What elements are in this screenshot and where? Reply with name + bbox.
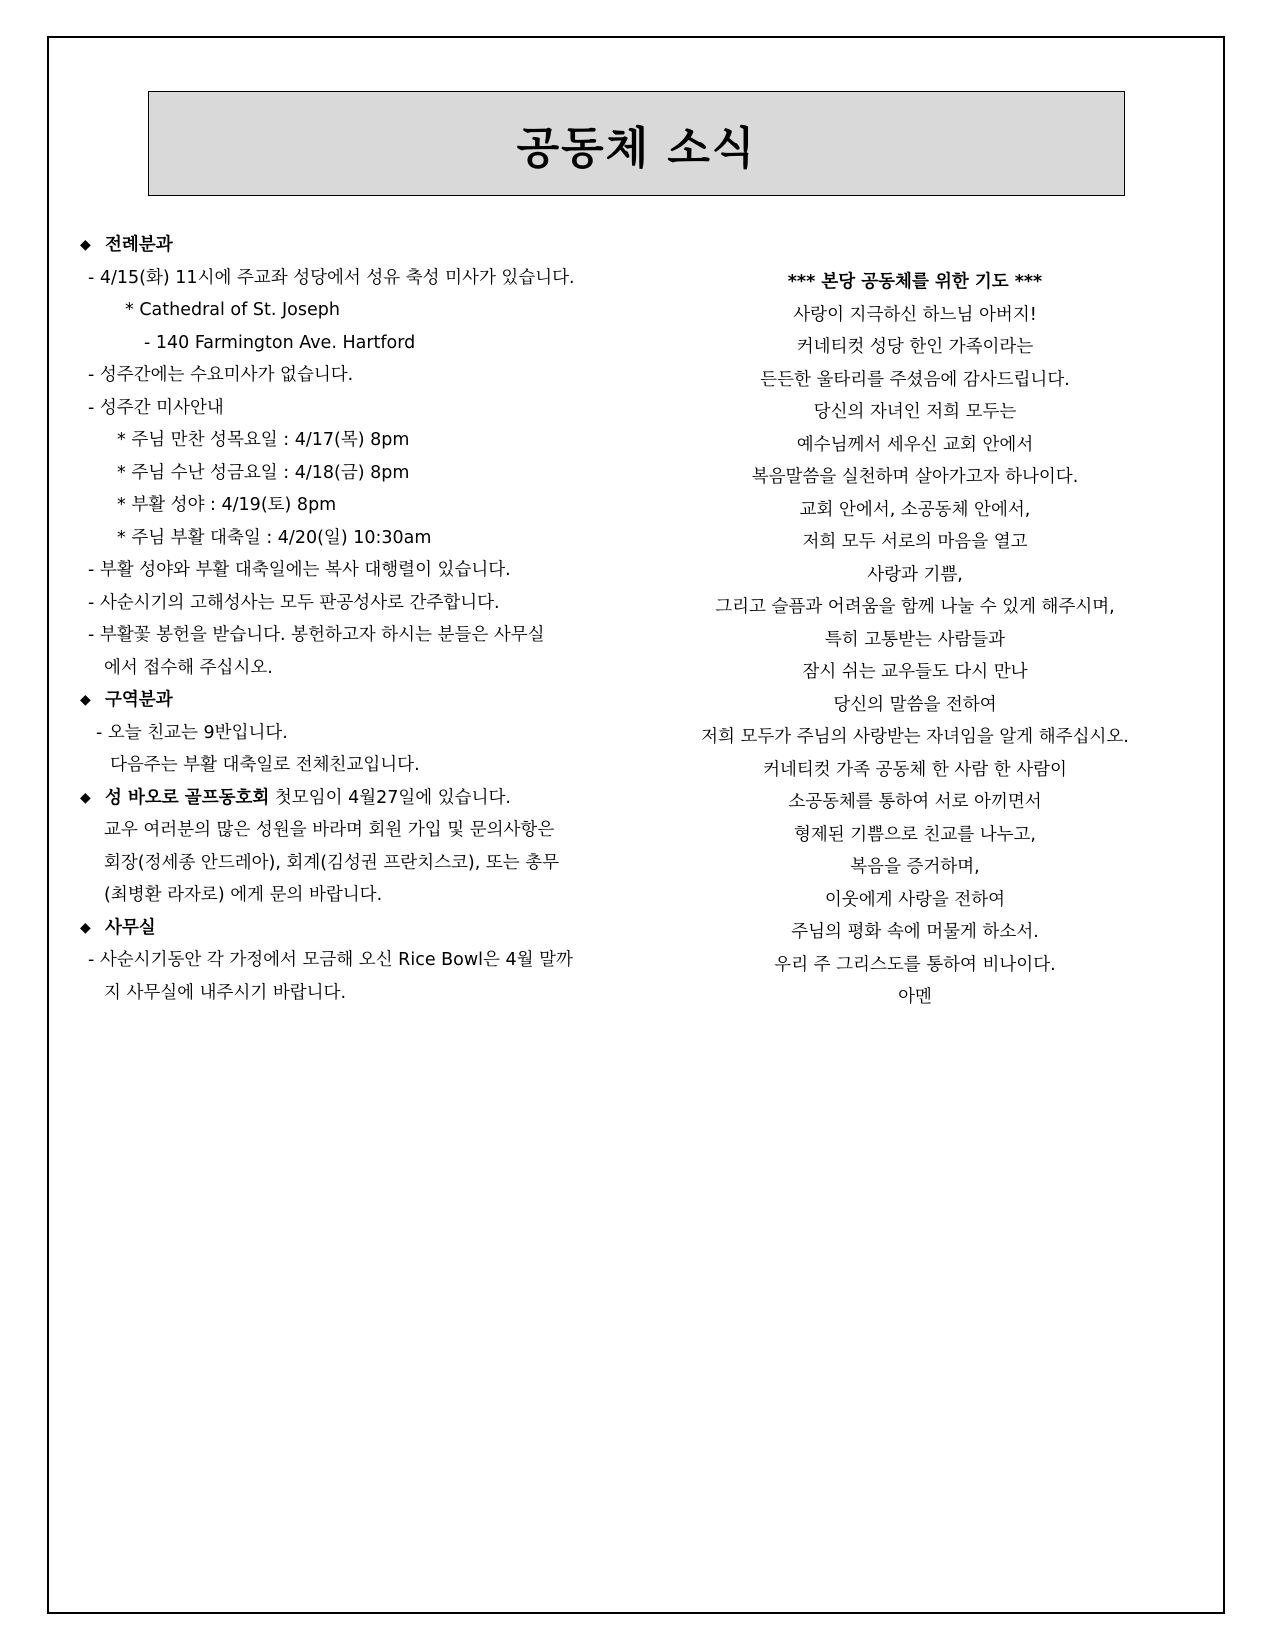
section-title-rest: 첫모임이 4월27일에 있습니다. xyxy=(269,787,511,808)
prayer-line: 저희 모두 서로의 마음을 열고 xyxy=(802,532,1028,552)
section-heading-office xyxy=(80,912,640,945)
page-title: 공동체 소식 xyxy=(516,122,757,174)
prayer-line: 주님의 평화 속에 머물게 하소서. xyxy=(791,922,1039,942)
prayer-line: 그리고 슬픔과 어려움을 함께 나눌 수 있게 해주시며, xyxy=(715,597,1115,617)
list-item: * Cathedral of St. Joseph xyxy=(125,300,340,320)
section-title: 사무실 xyxy=(105,917,156,938)
list-item: - 오늘 친교는 9반입니다. xyxy=(96,722,288,743)
list-item: 다음주는 부활 대축일로 전체친교입니다. xyxy=(110,755,420,775)
prayer-line: 특히 고통받는 사람들과 xyxy=(824,629,1006,650)
section-title: 전례분과 xyxy=(105,235,173,255)
list-item: - 사순시기동안 각 가정에서 모금해 오신 Rice Bowl은 4월 말까 xyxy=(88,950,573,970)
prayer-line: 아멘 xyxy=(898,987,932,1007)
list-item: - 140 Farmington Ave. Hartford xyxy=(144,332,416,353)
prayer-line: 사랑과 기쁨, xyxy=(867,564,963,585)
list-item: 회장(정세종 안드레아), 회계(김성권 프란치스코), 또는 총무 xyxy=(104,852,560,873)
prayer-column xyxy=(660,266,1170,1014)
diamond-bullet-icon: ◆ xyxy=(80,692,91,708)
prayer-line: 우리 주 그리스도를 통하여 비나이다. xyxy=(774,954,1056,975)
prayer-line: 사랑이 지극하신 하느님 아버지! xyxy=(793,304,1037,325)
section-heading-district xyxy=(80,684,640,717)
diamond-bullet-icon: ◆ xyxy=(80,919,91,936)
diamond-bullet-icon: ◆ xyxy=(80,789,91,806)
diamond-bullet-icon: ◆ xyxy=(80,237,91,253)
list-item: (최병환 라자로) 에게 문의 바랍니다. xyxy=(104,885,383,905)
list-item: - 성주간 미사안내 xyxy=(88,397,224,418)
section-heading-golf xyxy=(80,782,640,815)
list-item: * 부활 성야 : 4/19(토) 8pm xyxy=(117,495,337,515)
prayer-line: 커네티컷 성당 한인 가족이라는 xyxy=(796,337,1034,357)
news-column xyxy=(80,229,640,1009)
prayer-line: 당신의 말씀을 전하여 xyxy=(833,694,997,715)
list-item: * 주님 만찬 성목요일 : 4/17(목) 8pm xyxy=(117,430,410,450)
prayer-line: 형제된 기쁨으로 친교를 나누고, xyxy=(793,824,1036,845)
prayer-line: 든든한 울타리를 주셨음에 감사드립니다. xyxy=(760,369,1070,390)
prayer-line: 복음말씀을 실천하며 살아가고자 하나이다. xyxy=(751,467,1079,487)
prayer-line: 소공동체를 통하여 서로 아끼면서 xyxy=(788,792,1042,812)
list-item: - 부활꽃 봉헌을 받습니다. 봉헌하고자 하시는 분들은 사무실 xyxy=(88,625,545,645)
prayer-title: *** 본당 공동체를 위한 기도 *** xyxy=(787,272,1043,292)
prayer-line: 당신의 자녀인 저희 모두는 xyxy=(813,402,1017,422)
prayer-line: 저희 모두가 주님의 사랑받는 자녀임을 알게 해주십시오. xyxy=(701,727,1129,747)
prayer-line: 교회 안에서, 소공동체 안에서, xyxy=(799,499,1031,520)
list-item: - 부활 성야와 부활 대축일에는 복사 대행렬이 있습니다. xyxy=(88,560,511,580)
prayer-line: 커네티컷 가족 공동체 한 사람 한 사람이 xyxy=(763,759,1067,780)
section-title: 성 바오로 골프동호회 xyxy=(105,787,270,808)
list-item: 교우 여러분의 많은 성원을 바라며 회원 가입 및 문의사항은 xyxy=(104,820,555,840)
list-item: - 4/15(화) 11시에 주교좌 성당에서 성유 축성 미사가 있습니다. xyxy=(88,267,575,288)
list-item: - 사순시기의 고해성사는 모두 판공성사로 간주합니다. xyxy=(88,592,500,613)
section-title: 구역분과 xyxy=(105,690,173,710)
prayer-line: 복음을 증거하며, xyxy=(850,857,980,877)
prayer-line: 예수님께서 세우신 교회 안에서 xyxy=(796,434,1034,455)
prayer-line: 잠시 쉬는 교우들도 다시 만나 xyxy=(802,662,1028,682)
title-banner xyxy=(148,91,1125,196)
list-item: 지 사무실에 내주시기 바랍니다. xyxy=(104,982,347,1003)
list-item: 에서 접수해 주십시오. xyxy=(104,657,273,678)
list-item: * 주님 수난 성금요일 : 4/18(금) 8pm xyxy=(117,462,410,483)
prayer-line: 이웃에게 사랑을 전하여 xyxy=(824,889,1006,910)
list-item: * 주님 부활 대축일 : 4/20(일) 10:30am xyxy=(117,527,432,548)
list-item: - 성주간에는 수요미사가 없습니다. xyxy=(88,365,354,385)
section-heading-liturgy xyxy=(80,229,640,262)
